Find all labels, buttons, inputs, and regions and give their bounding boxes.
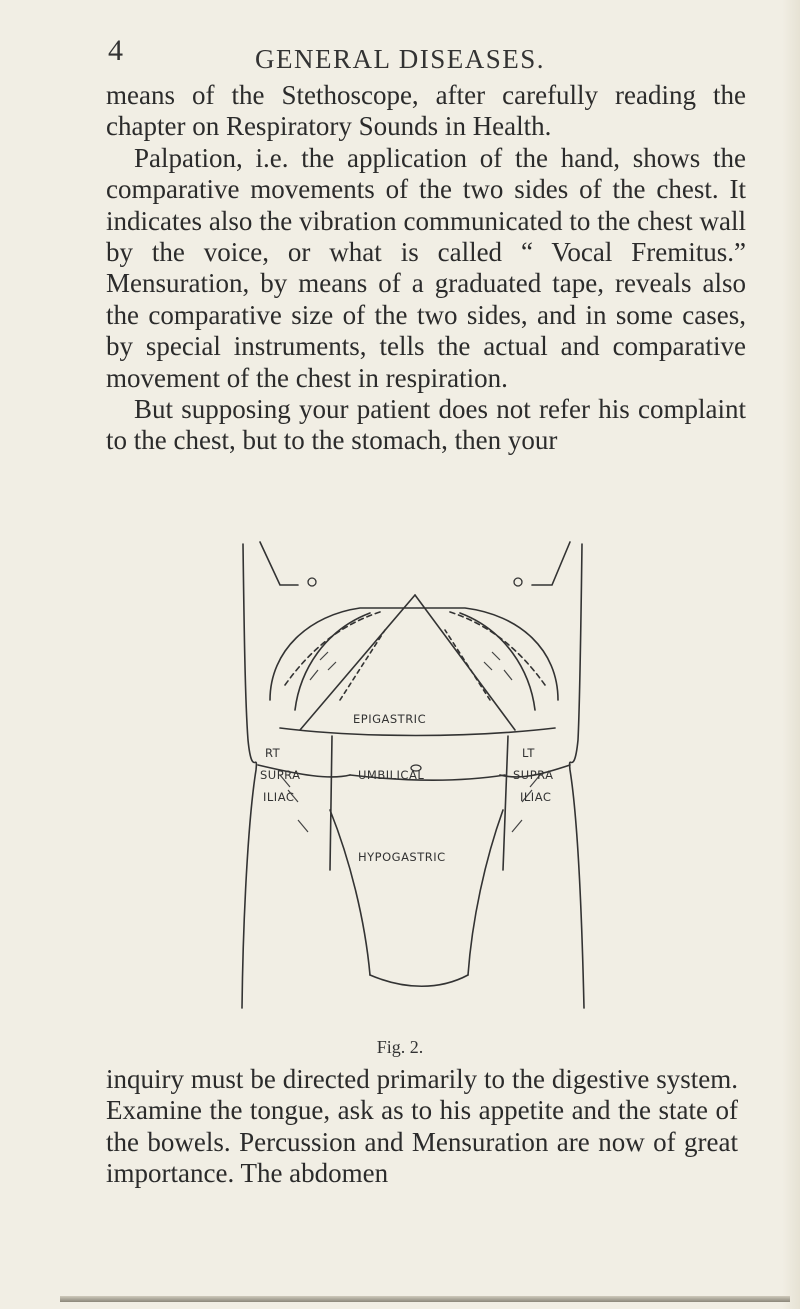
label-rt: RT [265, 746, 281, 760]
abdomen-diagram [240, 520, 585, 1010]
hepatic-dashes [340, 630, 385, 700]
paragraph-palpation: Palpation, i.e. the application of the hand, shows the comparative movements of the two sides of the chest. It indicates also the vibration communicated to the chest wall by the voice, or what is called “ Vocal Fremitus.” Mensuration, by means of a graduated tape, reveals also the comparative size of the two sides, and in some cases, by special instruments, tells the actual and comparative movement of the chest in respiration. [106, 142, 746, 393]
right-collar-line [532, 542, 570, 585]
page-number: 4 [108, 34, 123, 67]
paragraph-inquiry: inquiry must be directed primarily to the digestive system. Examine the tongue, ask as to his appetite and the state of the bowels. Percussion and Mensuration are now of great importance. The abdomen [106, 1064, 738, 1189]
left-vertical-line [330, 736, 332, 870]
right-body-outline [570, 544, 584, 1008]
body-text-top [106, 80, 746, 457]
right-groin-line [468, 810, 503, 975]
groin-bottom [370, 975, 468, 986]
label-lt-iliac: ILIAC [520, 790, 552, 804]
label-hypogastric: HYPOGASTRIC [358, 850, 446, 864]
left-body-outline [242, 544, 256, 1008]
hatch-marks [280, 652, 540, 832]
left-collar-line [260, 542, 298, 585]
running-head: GENERAL DISEASES. [254, 44, 545, 74]
page-edge-shadow [782, 0, 800, 1309]
page-header [0, 28, 800, 78]
splenic-dashes [445, 630, 490, 700]
inner-rib-line-right [460, 613, 535, 710]
left-groin-line [330, 810, 370, 975]
body-text-bottom [106, 1064, 738, 1190]
label-lt: LT [522, 746, 535, 760]
figure-caption: Fig. 2. [376, 1037, 424, 1057]
costal-dashes-right [450, 612, 545, 685]
label-epigastric: EPIGASTRIC [353, 712, 427, 726]
label-rt-supra: SUPRA [260, 768, 301, 782]
right-nipple-icon [514, 578, 522, 586]
abdominal-regions-figure [240, 520, 585, 1010]
page-bottom-edge [60, 1296, 790, 1302]
epigastric-left-side [300, 595, 415, 730]
label-rt-iliac: ILIAC [263, 790, 295, 804]
right-vertical-line [503, 736, 508, 870]
label-umbilical: UMBILICAL [358, 768, 425, 782]
left-nipple-icon [308, 578, 316, 586]
paragraph-stethoscope: means of the Stethoscope, after carefully reading the chapter on Respiratory Sounds in Health. [106, 80, 746, 142]
rib-arch [270, 608, 558, 700]
costal-dashes-left [285, 612, 380, 685]
paragraph-stomach: But supposing your patient does not refer his complaint to the chest, but to the stomach, then your [106, 394, 746, 456]
label-lt-supra: SUPRA [513, 768, 554, 782]
